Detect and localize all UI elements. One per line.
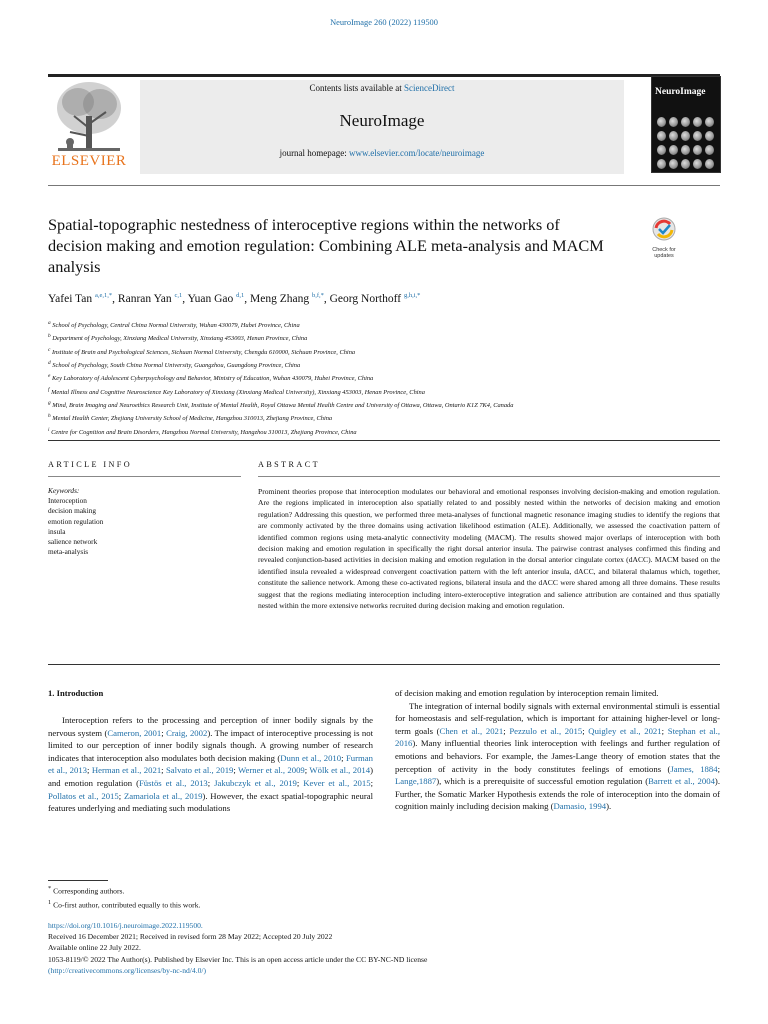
affiliation-key: c [48, 346, 51, 353]
citation-link[interactable]: Herman et al., 2021 [91, 765, 162, 776]
citation-link[interactable]: Cameron, 2001 [107, 727, 162, 738]
citation-link[interactable]: Zamariola et al., 2019 [123, 790, 203, 801]
citation-link[interactable]: Pezzulo et al., 2015 [509, 725, 583, 736]
keyword-item: emotion regulation [48, 516, 104, 526]
keyword-item: meta-analysis [48, 547, 89, 557]
elsevier-wordmark: ELSEVIER [51, 153, 127, 169]
affiliation-key: h [48, 413, 51, 420]
divider [48, 440, 720, 441]
journal-cover-thumbnail[interactable] [651, 76, 721, 173]
keywords-block [48, 486, 103, 557]
affiliation-text: Mental Health Center, Zhejiang University School of Medicine, Hangzhou 310013, Zhejiang Province, China [52, 415, 333, 423]
citation-link[interactable]: James, 1884 [670, 763, 718, 774]
divider [48, 476, 241, 477]
abstract-heading: ABSTRACT [258, 460, 320, 469]
footnote-item [48, 897, 200, 911]
affiliation-key: e [48, 373, 51, 380]
affiliation-key: d [48, 359, 51, 366]
affiliation-list [48, 318, 688, 438]
affiliation-text: School of Psychology, South China Normal University, Guangzhou, Guangdong Province, China [52, 362, 301, 370]
author-name[interactable]: Ranran Yan [117, 292, 172, 305]
affiliation-item [48, 318, 688, 331]
doi-link[interactable]: https://doi.org/10.1016/j.neuroimage.2022.119500. [48, 921, 203, 930]
footnotes [48, 883, 200, 910]
affiliation-item [48, 345, 688, 358]
affiliation-key: f [48, 386, 50, 393]
citation-link[interactable]: Chen et al., 2021 [439, 725, 504, 736]
check-for-updates-button[interactable] [646, 216, 682, 259]
affiliation-text: Key Laboratory of Adolescent Cyberpsychology and Behavior, Ministry of Education, Wuhan 430079, Hubei Province, China [51, 375, 374, 383]
affiliation-key: i [48, 426, 50, 433]
citation-link[interactable]: Craig, 2002 [166, 727, 208, 738]
keyword-item: decision making [48, 506, 97, 516]
affiliation-text: Institute of Brain and Psychological Sciences, Sichuan Normal University, Chengdu 610000, Sichuan Province, China [51, 348, 356, 356]
article-title: Spatial-topographic nestedness of interoceptive regions within the networks of decision making and emotion regulation: Combining ALE meta-analysis and MACM analysis [48, 215, 604, 276]
article-info-heading: ARTICLE INFO [48, 460, 133, 469]
affiliation-item [48, 398, 688, 411]
elsevier-logo [48, 76, 130, 172]
affiliation-item [48, 411, 688, 424]
divider [258, 476, 720, 477]
online-date: Available online 22 July 2022. [48, 943, 141, 953]
citation-link[interactable]: Kever et al., 2015 [303, 777, 371, 788]
received-dates: Received 16 December 2021; Received in revised form 28 May 2022; Accepted 20 July 2022 [48, 932, 333, 942]
check-updates-icon [646, 216, 682, 242]
author-affiliation-marks[interactable]: a,e,1,* [95, 292, 113, 299]
affiliation-item [48, 331, 688, 344]
citation-link[interactable]: Quigley et al., 2021 [588, 725, 662, 736]
keyword-list [48, 496, 103, 557]
footnote-divider [48, 880, 108, 881]
citation-link[interactable]: Werner et al., 2009 [238, 765, 305, 776]
affiliation-text: Centre for Cognition and Brain Disorders, Hangzhou Normal University, Hangzhou 310013, Zhejiang Province, China [51, 428, 357, 436]
citation-link[interactable]: Stephan et al., 2016 [395, 725, 720, 749]
author-name[interactable]: Georg Northoff [329, 292, 402, 305]
footnote-mark: * [48, 885, 52, 892]
affiliation-item [48, 371, 688, 384]
citation-link[interactable]: Barrett et al., 2004 [648, 776, 715, 787]
citation-link[interactable]: Lange,1887 [395, 776, 437, 787]
introduction-heading: 1. Introduction [48, 688, 104, 698]
affiliation-key: a [48, 320, 51, 326]
footnote-text: Corresponding authors. [53, 886, 125, 896]
footnote-text: Co-first author, contributed equally to this work. [53, 900, 201, 910]
keyword-item: insula [48, 526, 66, 536]
author-name[interactable]: Yafei Tan [48, 292, 93, 305]
abstract-text: Prominent theories propose that interoception modulates our behavioral and emotional responses involving decision-making and emotion regulation. Are the regions implicated in interoception also spatially related to and possibly nested within the networks of decision making and emotion regulation? Addressing this question, we performed three meta-analyses of functional magnetic resonance imaging studies to identify the regions that are commonly activated by the three domains using activation likelihood estimation (ALE). Additionally, we assessed the coactivation pattern of identified common regions using meta-analytic connectivity modeling (MACM). The results showed major overlaps of interoception with both decision making and emotion regulation in specifically the right dorsal anterior insula. The pairwise contrast analyses confirmed this finding and revealed conjunction-based activities in decision making and emotion regulation in the dorsal anterior cingulate cortex (dACC). MACM based on the identified insula revealed a widespread convergent coactivation pattern with the left anterior insula, dACC, and bilateral thalamus which, together, constitute the salience network. Among these co-activated regions, bilateral insula and the dACC were shared among all three domains. These results suggest that the regions mediating interoception including intero-exteroceptive integration and salience attribution are contained and thus spatially nested within the more extensive networks recruited during decision making and emotion regulation. [258, 487, 720, 611]
affiliation-text: Mind, Brain Imaging and Neuroethics Research Unit, Institute of Mental Health, Royal Ottawa Mental Health Centre and University of Ottawa, Ottawa, Ontario K1Z 7K4, Canada [52, 402, 514, 410]
citation-link[interactable]: Damasio, 1994 [553, 801, 607, 812]
citation-link[interactable]: Pollatos et al., 2015 [48, 790, 119, 801]
citation-link[interactable]: Salvato et al., 2019 [165, 765, 234, 776]
affiliation-item [48, 425, 688, 438]
affiliation-text: School of Psychology, Central China Normal University, Wuhan 430079, Hubei Province, China [52, 322, 300, 330]
sciencedirect-link[interactable]: ScienceDirect [404, 83, 455, 93]
affiliation-key: g [48, 399, 51, 406]
author-affiliation-marks[interactable]: d,1 [236, 292, 245, 299]
citation-link[interactable]: Dunn et al., 2010 [280, 752, 342, 763]
body-column-right [395, 687, 720, 813]
affiliation-item [48, 358, 688, 371]
paragraph: The integration of internal bodily signals with external environmental stimuli is essential for homeostasis and self-regulation, which is important for attaining higher-level or long-term goals (Chen et al., 2021; Pezzulo et al., 2015; Quigley et al., 2021; Stephan et al., 2016). Many influential theories link interoception with feelings and further regulation of emotions and behaviors. For example, the James-Lange theory of emotion states that the perception of activity in the body constitutes feelings of emotions (James, 1884; Lange,1887), which is a prerequisite of successful emotion regulation (Barrett et al., 2004). Further, the Somatic Marker Hypothesis extends the role of interoception into the domain of cognition mainly including decision making (Damasio, 1994). [395, 700, 720, 812]
article-footer [48, 920, 427, 976]
journal-citation[interactable]: NeuroImage 260 (2022) 119500 [330, 18, 438, 27]
footnote-item [48, 883, 200, 897]
keyword-item: salience network [48, 537, 98, 547]
divider [48, 664, 720, 665]
affiliation-text: Department of Psychology, Xinxiang Medical University, Xinxiang 453003, Henan Province, China [52, 335, 308, 343]
footnote-mark: 1 [48, 898, 52, 906]
contents-line: Contents lists available at ScienceDirect [309, 83, 455, 93]
homepage-link[interactable]: www.elsevier.com/locate/neuroimage [349, 148, 485, 158]
license-link[interactable]: (http://creativecommons.org/licenses/by-nc-nd/4.0/) [48, 965, 207, 975]
keywords-label: Keywords: [48, 486, 80, 495]
check-updates-label: Check for updates [652, 247, 676, 259]
cover-title: NeuroImage [655, 87, 706, 97]
license-text: 1053-8119/© 2022 The Author(s). Published by Elsevier Inc. This is an open access article under the CC BY-NC-ND license [48, 954, 428, 964]
homepage-line: journal homepage: www.elsevier.com/locate/neuroimage [279, 148, 485, 158]
affiliation-key: b [48, 333, 51, 340]
author-name[interactable]: Yuan Gao [187, 292, 234, 305]
author-affiliation-marks[interactable]: b,f,* [311, 292, 324, 299]
paragraph: of decision making and emotion regulation by interoception remain limited. [395, 688, 659, 698]
body-column-left [48, 714, 373, 815]
journal-name: NeuroImage [339, 111, 425, 130]
affiliation-item [48, 385, 688, 398]
author-list: Yafei Tan $^{a,e,1,*}$, Ranran Yan $^{c,1}$, Yuan Gao $^{d,1}$, Meng Zhang $^{b,f,*}$, Georg Northoff $^{g,h,i,*}$ [48, 292, 421, 305]
citation-link[interactable]: Furman et al., 2013 [48, 752, 373, 776]
author-affiliation-marks[interactable]: g,h,i,* [403, 292, 421, 299]
citation-link[interactable]: Jakubczyk et al., 2019 [214, 777, 297, 788]
journal-banner [140, 80, 624, 174]
keyword-item: Interoception [48, 496, 87, 506]
paragraph: Interoception refers to the processing and perception of inner bodily signals by the nervous system (Cameron, 2001; Craig, 2002). The impact of interoceptive processing is not limited to our perception of inner bodily signals though. A growing number of research indicates that interoception also modulates both decision making (Dunn et al., 2010; Furman et al., 2013; Herman et al., 2021; Salvato et al., 2019; Werner et al., 2009; Wölk et al., 2014) and emotion regulation (Füstös et al., 2013; Jakubczyk et al., 2019; Kever et al., 2015; Pollatos et al., 2015; Zamariola et al., 2019). However, the exact spatial-topographic neural features underlying and mediating such modulations [48, 715, 374, 814]
author-name[interactable]: Meng Zhang [249, 292, 310, 305]
affiliation-text: Mental Illness and Cognitive Neuroscience Key Laboratory of Xinxiang (Xinxiang Medical University), Xinxiang 453003, Henan Province, China [51, 388, 425, 396]
citation-link[interactable]: Füstös et al., 2013 [138, 777, 208, 788]
author-affiliation-marks[interactable]: c,1 [174, 292, 183, 299]
citation-link[interactable]: Wölk et al., 2014 [309, 765, 371, 776]
